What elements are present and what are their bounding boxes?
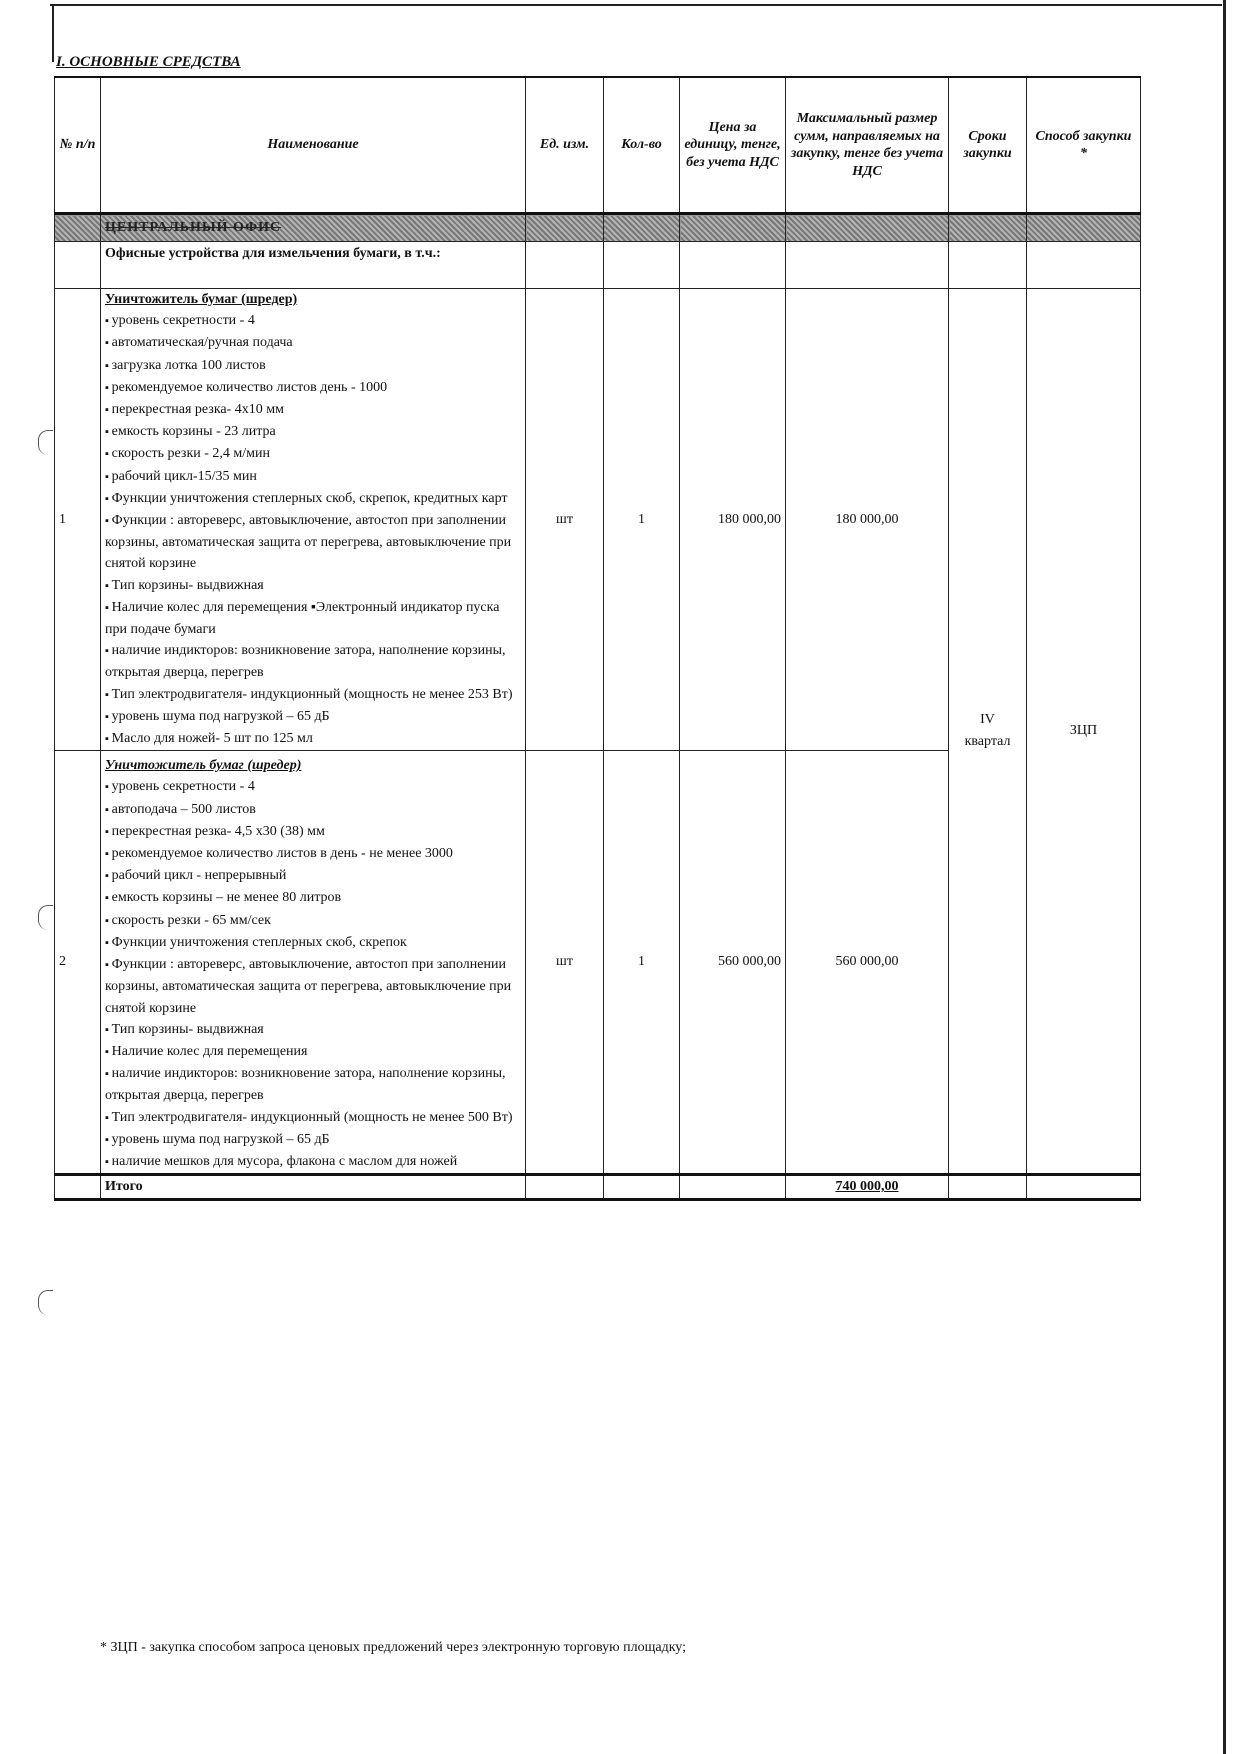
category-label: Офисные устройства для измельчения бумаги, в т.ч.: xyxy=(101,242,526,289)
office-row xyxy=(55,214,1141,242)
spec-line: ▪ Тип корзины- выдвижная xyxy=(105,1019,521,1041)
item-num: 1 xyxy=(55,289,101,751)
item-unit: шт xyxy=(526,751,604,1175)
purchase-method: ЗЦП xyxy=(1027,289,1141,1175)
scan-edge-line xyxy=(1223,0,1226,1754)
total-value: 740 000,00 xyxy=(786,1175,949,1200)
item-description xyxy=(101,289,526,751)
spec-line: ▪ наличие индикторов: возникновение затора, наполнение корзины, открытая дверца, перегрев xyxy=(105,640,521,683)
category-row xyxy=(55,242,1141,289)
item-qty: 1 xyxy=(604,751,680,1175)
top-left-border-line xyxy=(52,4,54,62)
spec-line: ▪ емкость корзины – не менее 80 литров xyxy=(105,887,521,909)
spec-line: ▪ загрузка лотка 100 листов xyxy=(105,355,521,377)
spec-line: ▪ Масло для ножей- 5 шт по 125 мл xyxy=(105,728,521,750)
spec-line: ▪ скорость резки - 65 мм/сек xyxy=(105,910,521,932)
spec-line: ▪ Тип электродвигателя- индукционный (мощность не менее 500 Вт) xyxy=(105,1107,521,1129)
item-price: 560 000,00 xyxy=(680,751,786,1175)
header-method: Способ закупки * xyxy=(1027,77,1141,214)
hole-punch-mark xyxy=(38,905,53,930)
header-num: № п/п xyxy=(55,77,101,214)
spec-line: ▪ скорость резки - 2,4 м/мин xyxy=(105,443,521,465)
item-max-sum: 560 000,00 xyxy=(786,751,949,1175)
spec-line: ▪ Функции : автореверс, автовыключение, автостоп при заполнении корзины, автоматическая защита от перегрева, автовыключение при снятой корзине xyxy=(105,510,521,575)
spec-line: ▪ рабочий цикл - непрерывный xyxy=(105,865,521,887)
item-description xyxy=(101,751,526,1175)
item-title: Уничтожитель бумаг (шредер) xyxy=(105,292,298,307)
spec-line: ▪ рабочий цикл-15/35 мин xyxy=(105,466,521,488)
spec-line: ▪ уровень шума под нагрузкой – 65 дБ xyxy=(105,1129,521,1151)
hole-punch-mark xyxy=(38,1290,53,1315)
spec-line: ▪ уровень шума под нагрузкой – 65 дБ xyxy=(105,706,521,728)
office-label: ЦЕНТРАЛЬНЫЙ ОФИС xyxy=(101,214,526,242)
spec-line: ▪ Тип электродвигателя- индукционный (мощность не менее 253 Вт) xyxy=(105,684,521,706)
item-qty: 1 xyxy=(604,289,680,751)
spec-line: ▪ Наличие колес для перемещения xyxy=(105,1041,521,1063)
spec-line: ▪ рекомендуемое количество листов в день - не менее 3000 xyxy=(105,843,521,865)
spec-line: ▪ Тип корзины- выдвижная xyxy=(105,575,521,597)
spec-line: ▪ автоматическая/ручная подача xyxy=(105,332,521,354)
spec-line: ▪ уровень секретности - 4 xyxy=(105,310,521,332)
section-title: I. ОСНОВНЫЕ СРЕДСТВА xyxy=(56,54,241,70)
item-title: Уничтожитель бумаг (шредер) xyxy=(105,758,302,774)
spec-line: ▪ Функции уничтожения степлерных скоб, скрепок, кредитных карт xyxy=(105,488,521,510)
footnote: * ЗЦП - закупка способом запроса ценовых предложений через электронную торговую площадку; xyxy=(100,1640,686,1655)
header-name: Наименование xyxy=(101,77,526,214)
spec-line: ▪ перекрестная резка- 4,5 х30 (38) мм xyxy=(105,821,521,843)
table-row xyxy=(55,289,1141,751)
spec-line: ▪ автоподача – 500 листов xyxy=(105,799,521,821)
header-unit: Ед. изм. xyxy=(526,77,604,214)
term-quarter: IV xyxy=(980,712,995,728)
spec-line: ▪ наличие индикторов: возникновение затора, наполнение корзины, открытая дверца, перегрев xyxy=(105,1063,521,1106)
item-spec-list xyxy=(105,310,521,750)
purchase-term xyxy=(949,289,1027,1175)
table-header-row xyxy=(55,77,1141,214)
spec-line: ▪ рекомендуемое количество листов день - 1000 xyxy=(105,377,521,399)
top-border-line xyxy=(50,4,1222,6)
item-price: 180 000,00 xyxy=(680,289,786,751)
header-price: Цена за единицу, тенге, без учета НДС xyxy=(680,77,786,214)
spec-line: ▪ Наличие колес для перемещения ▪Электронный индикатор пуска при подаче бумаги xyxy=(105,597,521,640)
spec-line: ▪ перекрестная резка- 4х10 мм xyxy=(105,399,521,421)
spec-line: ▪ уровень секретности - 4 xyxy=(105,776,521,798)
header-qty: Кол-во xyxy=(604,77,680,214)
item-num: 2 xyxy=(55,751,101,1175)
procurement-table xyxy=(54,76,1141,1201)
total-row xyxy=(55,1175,1141,1200)
spec-line: ▪ наличие мешков для мусора, флакона с маслом для ножей xyxy=(105,1151,521,1173)
total-label: Итого xyxy=(101,1175,526,1200)
header-term: Сроки закупки xyxy=(949,77,1027,214)
spec-line: ▪ Функции уничтожения степлерных скоб, скрепок xyxy=(105,932,521,954)
header-max-sum: Максимальный размер сумм, направляемых на закупку, тенге без учета НДС xyxy=(786,77,949,214)
hole-punch-mark xyxy=(38,430,53,455)
item-spec-list xyxy=(105,776,521,1173)
item-max-sum: 180 000,00 xyxy=(786,289,949,751)
term-period: квартал xyxy=(964,734,1011,750)
spec-line: ▪ емкость корзины - 23 литра xyxy=(105,421,521,443)
spec-line: ▪ Функции : автореверс, автовыключение, автостоп при заполнении корзины, автоматическая защита от перегрева, автовыключение при снятой корзине xyxy=(105,954,521,1019)
item-unit: шт xyxy=(526,289,604,751)
